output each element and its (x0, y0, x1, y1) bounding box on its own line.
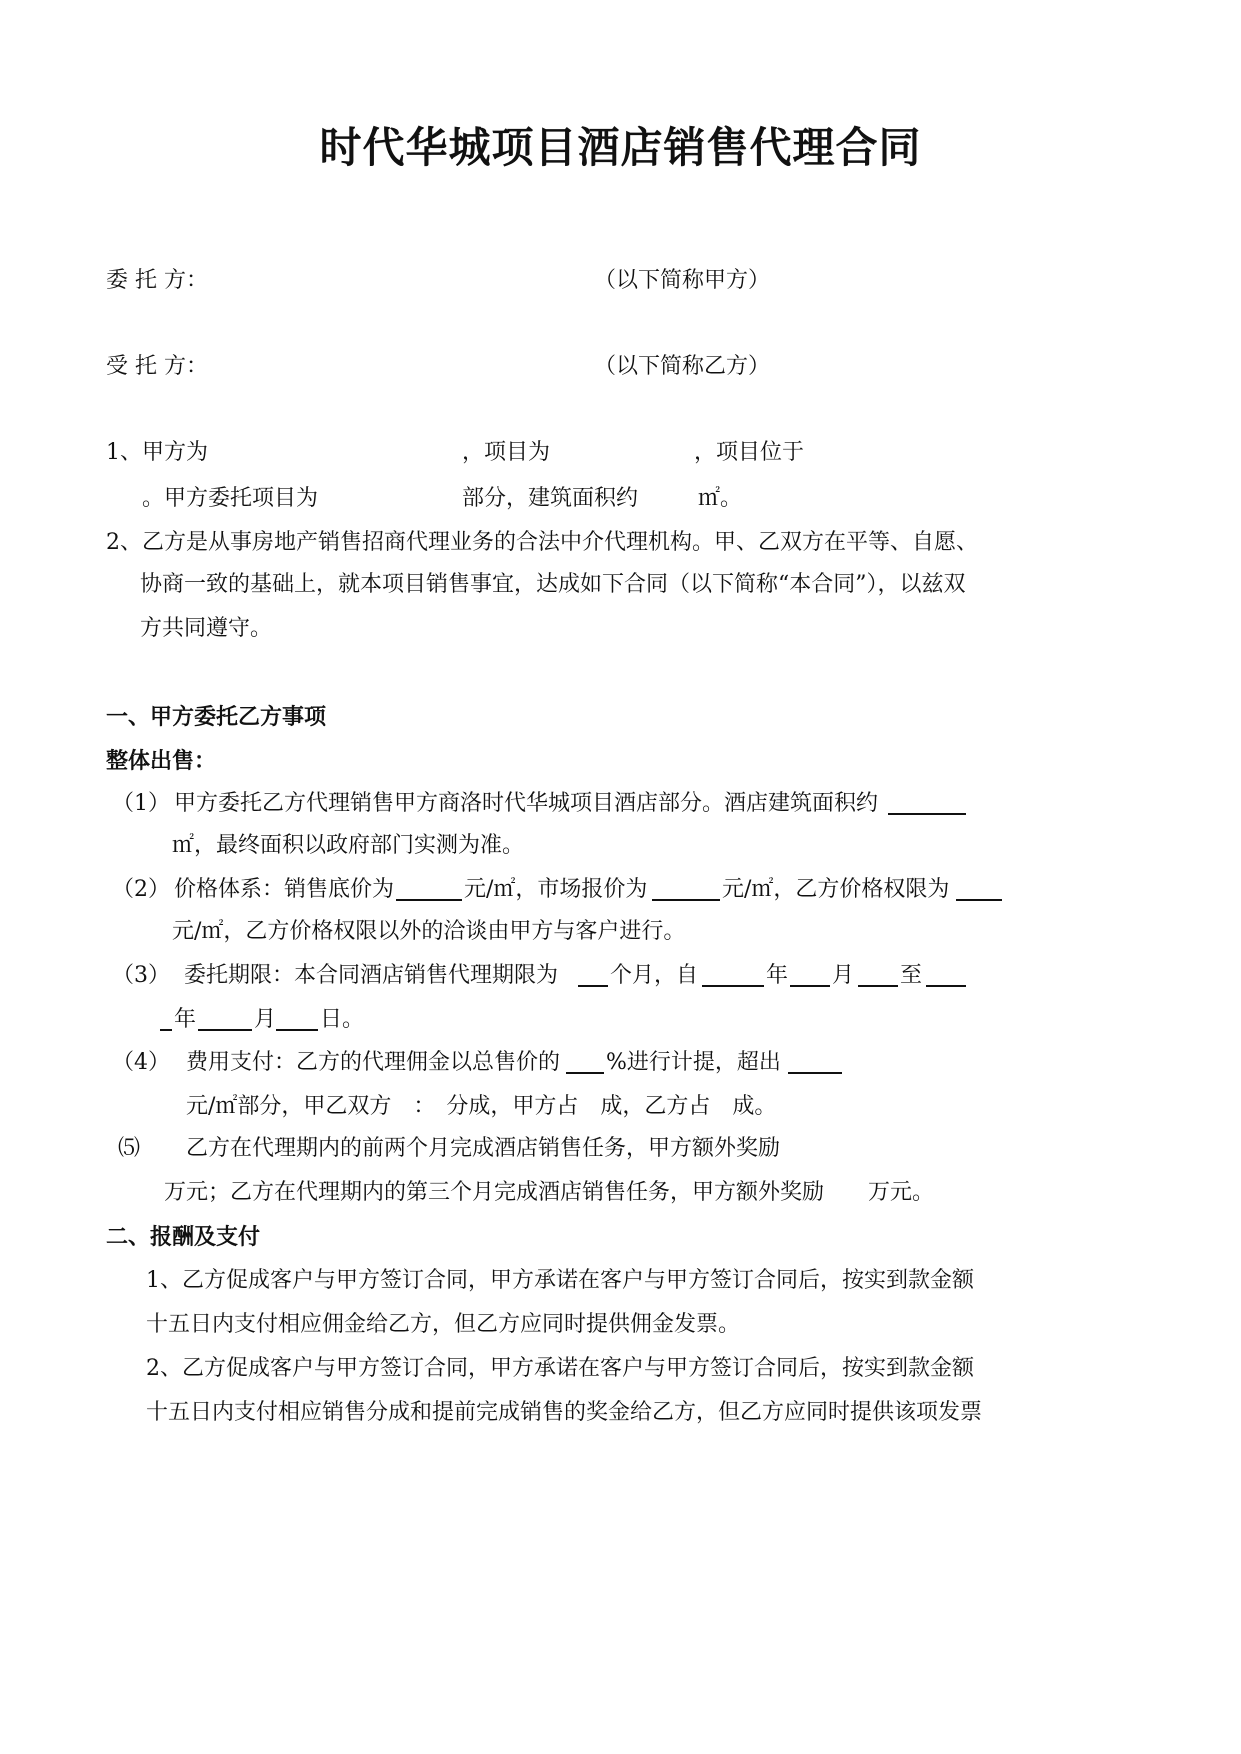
section-2-para-2-line-2: 十五日内支付相应销售分成和提前完成销售的奖金给乙方，但乙方应同时提供该项发票 (146, 1400, 983, 1425)
section-2-para-2-line-1: 2、乙方促成客户与甲方签订合同，甲方承诺在客户与甲方签订合同后，按实到款金额 (146, 1356, 974, 1381)
client-label: 委 托 方： (106, 268, 208, 293)
item-3-part-d: 月 (832, 963, 855, 988)
item-3-part-a: 委托期限：本合同酒店销售代理期限为 (184, 963, 559, 988)
item-5-number: ⑸ (118, 1136, 141, 1161)
section-2-heading: 二、报酬及支付 (106, 1224, 261, 1250)
item-1-number: （1） (112, 791, 170, 816)
preamble-1-part-b: ，项目为 (462, 440, 551, 465)
item-3-start-day-blank (858, 985, 898, 987)
preamble-1-part-d: 。甲方委托项目为 (142, 486, 319, 511)
item-2-price-authority-blank (956, 899, 1002, 901)
section-2-para-1-line-2: 十五日内支付相应佣金给乙方，但乙方应同时提供佣金发票。 (146, 1312, 741, 1337)
section-2-para-1-line-1: 1、乙方促成客户与甲方签订合同，甲方承诺在客户与甲方签订合同后，按实到款金额 (146, 1268, 974, 1293)
item-4-part-b: %进行计提，超出 (606, 1050, 781, 1075)
item-3-part-b: 个月，自 (610, 963, 699, 988)
item-2-part-c: 元/㎡，乙方价格权限为 (722, 877, 950, 902)
item-3-number: （3） (112, 963, 170, 988)
item-3-part-e: 至 (900, 963, 923, 988)
item-3-part-h: 日。 (320, 1007, 365, 1032)
item-2-part-b: 元/㎡，市场报价为 (464, 877, 648, 902)
item-2-base-price-blank (396, 899, 462, 901)
preamble-1-part-e: 部分，建筑面积约 (462, 486, 639, 511)
section-1-subheading: 整体出售： (106, 748, 217, 774)
item-1-line-2: ㎡，最终面积以政府部门实测为准。 (172, 833, 525, 858)
item-3-end-day-blank (276, 1029, 318, 1031)
client-note: （以下简称甲方） (594, 268, 771, 293)
item-2-line-2: 元/㎡，乙方价格权限以外的洽谈由甲方与客户进行。 (172, 919, 686, 944)
item-4-excess-blank (788, 1072, 842, 1074)
item-3-end-year-blank-a (926, 985, 966, 987)
item-2-number: （2） (112, 877, 170, 902)
item-3-part-f: 年 (174, 1007, 197, 1032)
item-1-area-blank (888, 813, 966, 815)
agent-note: （以下简称乙方） (594, 354, 771, 379)
item-4-part-a: 费用支付：乙方的代理佣金以总售价的 (186, 1050, 561, 1075)
item-3-months-blank (578, 985, 608, 987)
item-3-part-g: 月 (254, 1007, 277, 1032)
item-2-market-price-blank (652, 899, 720, 901)
preamble-1-part-f: ㎡。 (698, 486, 743, 511)
item-4-number: （4） (112, 1050, 170, 1075)
section-1-heading: 一、甲方委托乙方事项 (106, 704, 327, 730)
item-3-end-year-blank-b (160, 1029, 172, 1031)
item-5-line-1: 乙方在代理期内的前两个月完成酒店销售任务，甲方额外奖励 (186, 1136, 781, 1161)
item-4-commission-blank (566, 1072, 604, 1074)
item-3-start-month-blank (790, 985, 830, 987)
item-2-part-a: 价格体系：销售底价为 (174, 877, 395, 902)
item-4-line-2: 元/㎡部分，甲乙双方 ： 分成，甲方占 成，乙方占 成。 (186, 1094, 777, 1119)
item-3-start-year-blank (702, 985, 764, 987)
document-title: 时代华城项目酒店销售代理合同 (319, 123, 922, 172)
item-1-line-1: 甲方委托乙方代理销售甲方商洛时代华城项目酒店部分。酒店建筑面积约 (174, 791, 879, 816)
preamble-1-part-a: 1、甲方为 (106, 440, 208, 465)
preamble-1-part-c: ，项目位于 (694, 440, 805, 465)
item-3-part-c: 年 (766, 963, 789, 988)
preamble-2-line-3: 方共同遵守。 (140, 616, 273, 641)
item-5-line-2: 万元；乙方在代理期内的第三个月完成酒店销售任务，甲方额外奖励 万元。 (164, 1180, 935, 1205)
agent-label: 受 托 方： (106, 354, 208, 379)
preamble-2-line-2: 协商一致的基础上，就本项目销售事宜，达成如下合同（以下简称“本合同”），以兹双 (140, 572, 966, 597)
item-3-end-month-blank (198, 1029, 252, 1031)
preamble-2-line-1: 2、乙方是从事房地产销售招商代理业务的合法中介代理机构。甲、乙双方在平等、自愿、 (106, 530, 979, 555)
